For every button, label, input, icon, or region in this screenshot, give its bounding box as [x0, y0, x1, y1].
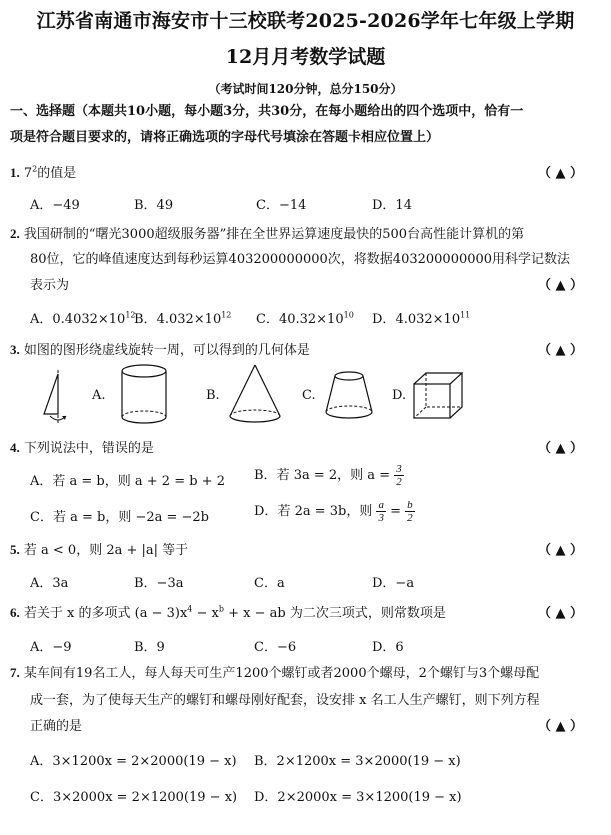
- option-a: A．−49: [30, 198, 80, 213]
- option-c: [30, 506, 209, 525]
- option-c: [256, 308, 354, 327]
- question-stem-post: + x − ab 为二次三项式，则常数项是: [224, 606, 446, 621]
- option-d: D．2×2000x = 3×1200(19 − x): [254, 790, 462, 805]
- option-c: C．−14: [256, 198, 307, 213]
- option-text: 若 a = b，则 −2a = −2b: [52, 510, 210, 525]
- option-exponent: 12: [125, 310, 136, 320]
- option-mantissa: 0.4032×10: [52, 312, 126, 327]
- answer-placeholder: （ ▲ ）: [537, 543, 583, 558]
- option-c: C.: [302, 388, 316, 403]
- question-exponent: 2: [32, 164, 38, 174]
- exam-title-line1: 江苏省南通市海安市十三校联考2025-2026学年七年级上学期: [36, 10, 575, 32]
- option-label: C．: [256, 312, 279, 327]
- fraction-numerator: a: [378, 499, 384, 511]
- option-d: [254, 499, 415, 524]
- answer-placeholder: （ ▲ ）: [537, 441, 583, 456]
- question-2-line1: [10, 223, 524, 242]
- option-d: D.: [392, 388, 407, 403]
- option-c: C．a: [254, 576, 285, 591]
- option-text: 若 a = b，则 a + 2 = b + 2: [52, 474, 225, 489]
- option-label: C．: [30, 510, 53, 525]
- cube-icon: [410, 370, 466, 422]
- question-3: [10, 339, 310, 358]
- exam-title-line2: 12月月考数学试题: [225, 46, 386, 68]
- question-6: [10, 602, 446, 621]
- option-a: [30, 470, 225, 489]
- question-1: [10, 162, 76, 181]
- option-mantissa: 4.032×10: [156, 312, 222, 327]
- option-a: A.: [92, 388, 106, 403]
- option-b: B．9: [134, 640, 165, 655]
- equals-sign: =: [390, 504, 402, 519]
- question-7-line2: 成一套，为了使每天生产的螺钉和螺母刚好配套，设安排 x 名工人生产螺钉，则下列方程: [30, 693, 540, 708]
- option-c: C．−6: [254, 640, 297, 655]
- answer-placeholder: （ ▲ ）: [537, 278, 583, 293]
- option-mantissa: 40.32×10: [278, 312, 344, 327]
- answer-placeholder: （ ▲ ）: [537, 166, 583, 181]
- option-text: 若 2a = 3b，则: [277, 504, 373, 519]
- question-stem: 的值是: [37, 166, 77, 181]
- fraction-denominator: 3: [378, 512, 384, 524]
- fraction: [394, 463, 404, 488]
- option-exponent: 12: [221, 310, 232, 320]
- question-number: 6.: [10, 605, 20, 620]
- question-number: 3.: [10, 342, 20, 357]
- question-stem-pre: 若关于 x 的多项式 (a − 3)x: [23, 606, 188, 621]
- option-b: [254, 463, 404, 488]
- fraction-numerator: b: [407, 499, 413, 511]
- option-d: D．14: [372, 198, 412, 213]
- frustum-icon: [322, 368, 376, 422]
- question-text: 某车间有19名工人，每人每天可生产1200个螺钉或者2000个螺母，2个螺钉与3个螺母配: [23, 666, 540, 681]
- option-label: B．: [134, 312, 157, 327]
- question-base: 7: [23, 166, 33, 181]
- cylinder-icon: [118, 362, 170, 426]
- question-stem: 若 a < 0，则 2a + |a| 等于: [23, 543, 189, 558]
- option-c: C．3×2000x = 2×1200(19 − x): [30, 790, 238, 805]
- question-5: [10, 539, 188, 558]
- question-exponent: 4: [187, 604, 193, 614]
- question-number: 4.: [10, 440, 20, 455]
- fraction: [405, 499, 415, 524]
- option-d: [372, 308, 470, 327]
- question-7-line3: 正确的是: [30, 719, 83, 734]
- section-header-line2: 项是符合题目要求的，请将正确选项的字母代号填涂在答题卡相应位置上）: [10, 130, 440, 145]
- option-label: B．: [254, 468, 277, 483]
- option-label: A．: [30, 474, 53, 489]
- option-text: 若 3a = 2，则 a =: [276, 468, 391, 483]
- fraction-denominator: 2: [407, 512, 413, 524]
- question-2-line2: 80位，它的峰值速度达到每秒运算403200000000次，将数据403200000000用科学记数法: [30, 252, 571, 267]
- answer-placeholder: （ ▲ ）: [537, 606, 583, 621]
- answer-placeholder: （ ▲ ）: [537, 343, 583, 358]
- option-exponent: 11: [460, 310, 471, 320]
- question-2-line3: 表示为: [30, 278, 70, 293]
- answer-placeholder: （ ▲ ）: [537, 719, 583, 734]
- option-d: D．6: [372, 640, 404, 655]
- option-b: B．2×1200x = 3×2000(19 − x): [254, 754, 461, 769]
- option-a: A．3a: [30, 576, 69, 591]
- exam-time-note: （考试时间120分钟，总分150分）: [208, 82, 403, 96]
- option-a: A．3×1200x = 2×2000(19 − x): [30, 754, 237, 769]
- option-a: A．−9: [30, 640, 72, 655]
- question-number: 5.: [10, 542, 20, 557]
- rotation-triangle-figure: [38, 368, 80, 426]
- option-mantissa: 4.032×10: [395, 312, 461, 327]
- option-a: [30, 308, 136, 327]
- option-b: [134, 308, 231, 327]
- option-b: B.: [206, 388, 220, 403]
- option-exponent: 10: [343, 310, 354, 320]
- question-stem-mid: − x: [192, 606, 219, 621]
- fraction-numerator: 3: [396, 463, 402, 475]
- option-label: D．: [254, 504, 278, 519]
- question-stem: 如图的图形绕虚线旋转一周，可以得到的几何体是: [23, 343, 310, 358]
- question-number: 2.: [10, 226, 20, 241]
- option-label: A．: [30, 312, 53, 327]
- question-exponent: b: [218, 604, 224, 614]
- question-stem: 下列说法中，错误的是: [23, 441, 154, 456]
- fraction: [376, 499, 386, 524]
- question-7-line1: [10, 662, 539, 681]
- cone-icon: [226, 362, 284, 426]
- option-label: D．: [372, 312, 396, 327]
- fraction-denominator: 2: [396, 476, 402, 488]
- question-text: 我国研制的“曙光3000超级服务器”排在全世界运算速度最快的500台高性能计算机的第: [23, 227, 525, 242]
- section-header-line1: 一、选择题（本题共10小题，每小题3分，共30分，在每小题给出的四个选项中，恰有一: [10, 104, 524, 119]
- question-number: 7.: [10, 665, 20, 680]
- option-b: B．49: [134, 198, 174, 213]
- option-d: D．−a: [372, 576, 415, 591]
- question-number: 1.: [10, 165, 20, 180]
- question-4: [10, 437, 154, 456]
- option-b: B．−3a: [134, 576, 184, 591]
